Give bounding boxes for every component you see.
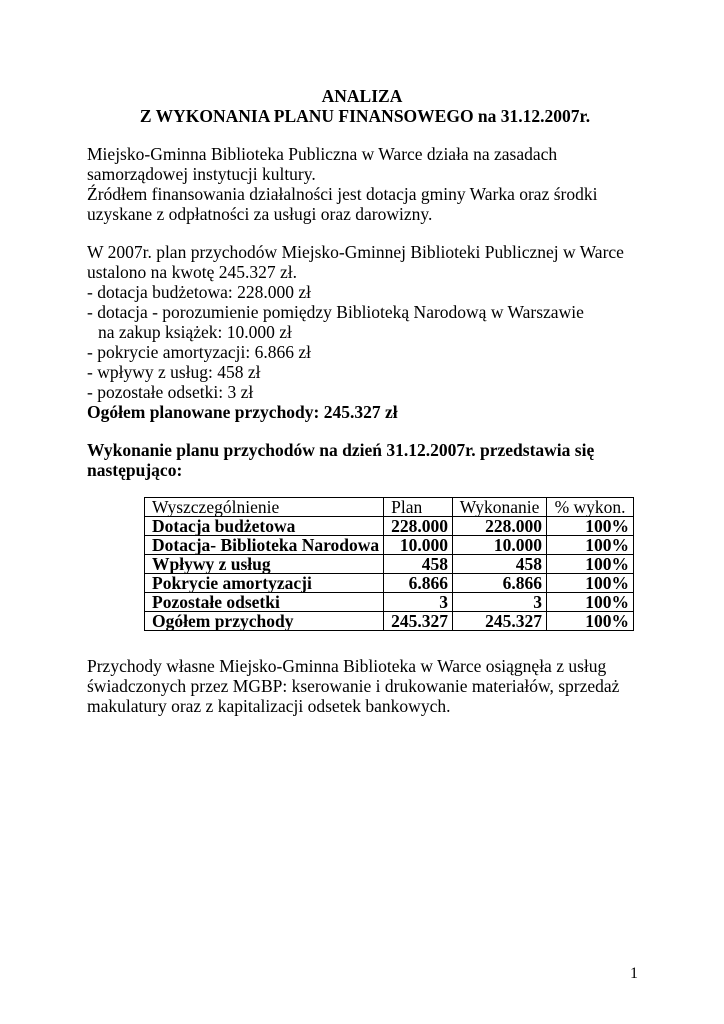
table-header-row bbox=[145, 498, 634, 517]
closing-paragraph bbox=[87, 656, 687, 716]
execution-heading bbox=[87, 440, 687, 480]
percent-cell: 100% bbox=[547, 612, 634, 631]
percent-cell: 100% bbox=[547, 536, 634, 555]
intro-paragraph bbox=[87, 144, 687, 224]
plan-paragraph bbox=[87, 242, 687, 422]
plan-item: na zakup książek: 10.000 zł bbox=[98, 322, 292, 342]
column-header: Plan bbox=[384, 498, 453, 517]
execution-heading-line: następująco: bbox=[87, 460, 183, 480]
row-label: Ogółem przychody bbox=[145, 612, 384, 631]
document-subtitle: Z WYKONANIA PLANU FINANSOWEGO na 31.12.2007r. bbox=[139, 106, 591, 126]
execution-heading-line: Wykonanie planu przychodów na dzień 31.12.2007r. przedstawia się bbox=[87, 440, 595, 460]
plan-item: - pozostałe odsetki: 3 zł bbox=[87, 382, 254, 402]
execution-cell: 458 bbox=[453, 555, 547, 574]
table-row bbox=[145, 593, 634, 612]
row-label: Wpływy z usług bbox=[145, 555, 384, 574]
plan-line: ustalono na kwotę 245.327 zł. bbox=[87, 262, 297, 282]
row-label: Dotacja- Biblioteka Narodowa bbox=[145, 536, 384, 555]
plan-line: W 2007r. plan przychodów Miejsko-Gminnej Biblioteki Publicznej w Warce bbox=[87, 242, 624, 262]
plan-item: - dotacja - porozumienie pomiędzy Biblioteką Narodową w Warszawie bbox=[87, 302, 584, 322]
plan-cell: 6.866 bbox=[384, 574, 453, 593]
row-label: Pokrycie amortyzacji bbox=[145, 574, 384, 593]
closing-line: świadczonych przez MGBP: kserowanie i drukowanie materiałów, sprzedaż bbox=[87, 676, 620, 696]
execution-cell: 10.000 bbox=[453, 536, 547, 555]
column-header: Wykonanie bbox=[453, 498, 547, 517]
percent-cell: 100% bbox=[547, 517, 634, 536]
intro-line: samorządowej instytucji kultury. bbox=[87, 164, 316, 184]
execution-cell: 228.000 bbox=[453, 517, 547, 536]
plan-total: Ogółem planowane przychody: 245.327 zł bbox=[87, 402, 398, 422]
intro-line: Źródłem finansowania działalności jest dotacja gminy Warka oraz środki bbox=[87, 184, 598, 204]
execution-table bbox=[144, 497, 634, 631]
plan-cell: 10.000 bbox=[384, 536, 453, 555]
plan-cell: 458 bbox=[384, 555, 453, 574]
execution-cell: 245.327 bbox=[453, 612, 547, 631]
execution-cell: 6.866 bbox=[453, 574, 547, 593]
closing-line: makulatury oraz z kapitalizacji odsetek bankowych. bbox=[87, 696, 451, 716]
execution-cell: 3 bbox=[453, 593, 547, 612]
table-total-row bbox=[145, 612, 634, 631]
plan-item: - dotacja budżetowa: 228.000 zł bbox=[87, 282, 312, 302]
table-row bbox=[145, 536, 634, 555]
plan-cell: 3 bbox=[384, 593, 453, 612]
table-row bbox=[145, 555, 634, 574]
plan-item: - wpływy z usług: 458 zł bbox=[87, 362, 261, 382]
page-number: 1 bbox=[630, 965, 638, 982]
row-label: Dotacja budżetowa bbox=[145, 517, 384, 536]
percent-cell: 100% bbox=[547, 574, 634, 593]
intro-line: Miejsko-Gminna Biblioteka Publiczna w Warce działa na zasadach bbox=[87, 144, 558, 164]
row-label: Pozostałe odsetki bbox=[145, 593, 384, 612]
table-row bbox=[145, 517, 634, 536]
closing-line: Przychody własne Miejsko-Gminna Biblioteka w Warce osiągnęła z usług bbox=[87, 656, 607, 676]
percent-cell: 100% bbox=[547, 555, 634, 574]
plan-cell: 245.327 bbox=[384, 612, 453, 631]
plan-cell: 228.000 bbox=[384, 517, 453, 536]
table-row bbox=[145, 574, 634, 593]
column-header: Wyszczególnienie bbox=[145, 498, 384, 517]
percent-cell: 100% bbox=[547, 593, 634, 612]
intro-line: uzyskane z odpłatności za usługi oraz darowizny. bbox=[87, 204, 433, 224]
column-header: % wykon. bbox=[547, 498, 634, 517]
plan-item: - pokrycie amortyzacji: 6.866 zł bbox=[87, 342, 312, 362]
document-title: ANALIZA bbox=[321, 86, 403, 106]
